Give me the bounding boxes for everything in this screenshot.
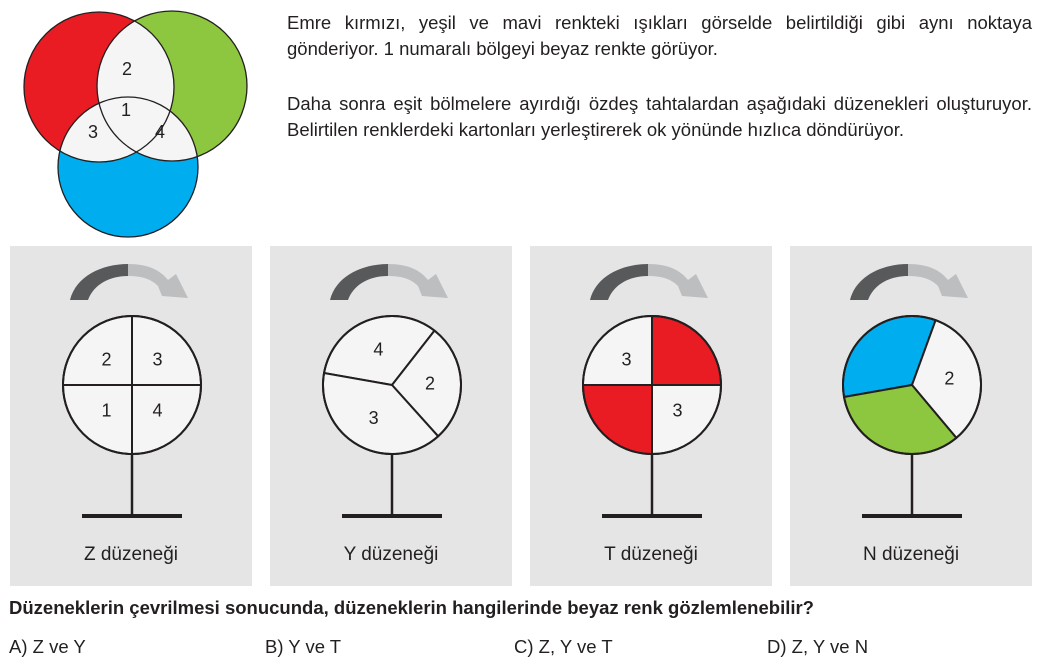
rotation-arrow-light-t	[648, 264, 708, 298]
choice-c[interactable]: C) Z, Y ve T	[514, 636, 613, 657]
device-t-segment-4-label: 3	[672, 400, 683, 421]
device-panel-y	[270, 246, 512, 586]
device-n-segment-2-label: 2	[944, 368, 955, 389]
device-z-drawing	[10, 246, 252, 586]
intro-paragraph-2: Daha sonra eşit bölmelere ayırdığı özdeş tahtalardan aşağıdaki düzenekleri oluşturuyor. Belirtilen renklerdeki kartonları yerleştirerek ok yönünde hızlıca döndürüyor.	[287, 93, 1032, 140]
choice-a[interactable]: A) Z ve Y	[9, 636, 86, 657]
device-z-segment-3-label: 1	[101, 400, 112, 421]
device-y-drawing	[270, 246, 512, 586]
device-z-segment-2-label: 3	[152, 349, 163, 370]
device-panel-t	[530, 246, 772, 586]
rotation-arrow-dark-n	[850, 264, 908, 300]
venn-region-label-1: 1	[120, 100, 132, 120]
rotation-arrow-light-n	[908, 264, 968, 298]
venn-region-label-2: 2	[121, 59, 133, 79]
intro-paragraph-1: Emre kırmızı, yeşil ve mavi renkteki ışıkları görselde belirtildiği gibi aynı noktaya gönderiyor. 1 numaralı bölgeyi beyaz renkte görüyor.	[287, 12, 1032, 59]
device-z-label: Z düzeneği	[83, 544, 178, 565]
device-panel-z	[10, 246, 252, 586]
device-n-drawing	[790, 246, 1032, 586]
light-venn-diagram	[0, 0, 260, 240]
rotation-arrow-dark-y	[330, 264, 388, 300]
choice-b[interactable]: B) Y ve T	[265, 636, 342, 657]
rotation-arrow-dark-t	[590, 264, 648, 300]
venn-region-label-3: 3	[87, 122, 99, 142]
rotation-arrow-dark-z	[70, 264, 128, 300]
device-t-drawing	[530, 246, 772, 586]
choice-d[interactable]: D) Z, Y ve N	[767, 636, 869, 657]
device-z-segment-4-label: 4	[152, 400, 163, 421]
rotation-arrow-light-y	[388, 264, 448, 298]
device-n-label: N düzeneği	[862, 544, 960, 565]
device-panel-n	[790, 246, 1032, 586]
venn-region-label-4: 4	[154, 122, 166, 142]
device-z-segment-1-label: 2	[101, 349, 112, 370]
rotation-arrow-light-z	[128, 264, 188, 298]
device-y-segment-3-label: 3	[368, 408, 379, 429]
device-y-segment-2-label: 2	[424, 373, 436, 394]
device-y-label: Y düzeneği	[343, 544, 439, 565]
question-text: Düzeneklerin çevrilmesi sonucunda, düzeneklerin hangilerinde beyaz renk gözlemlenebilir?	[9, 597, 814, 618]
device-t-label: T düzeneği	[604, 544, 698, 565]
device-t-segment-1-label: 3	[621, 349, 632, 370]
device-y-segment-1-label: 4	[373, 339, 384, 360]
